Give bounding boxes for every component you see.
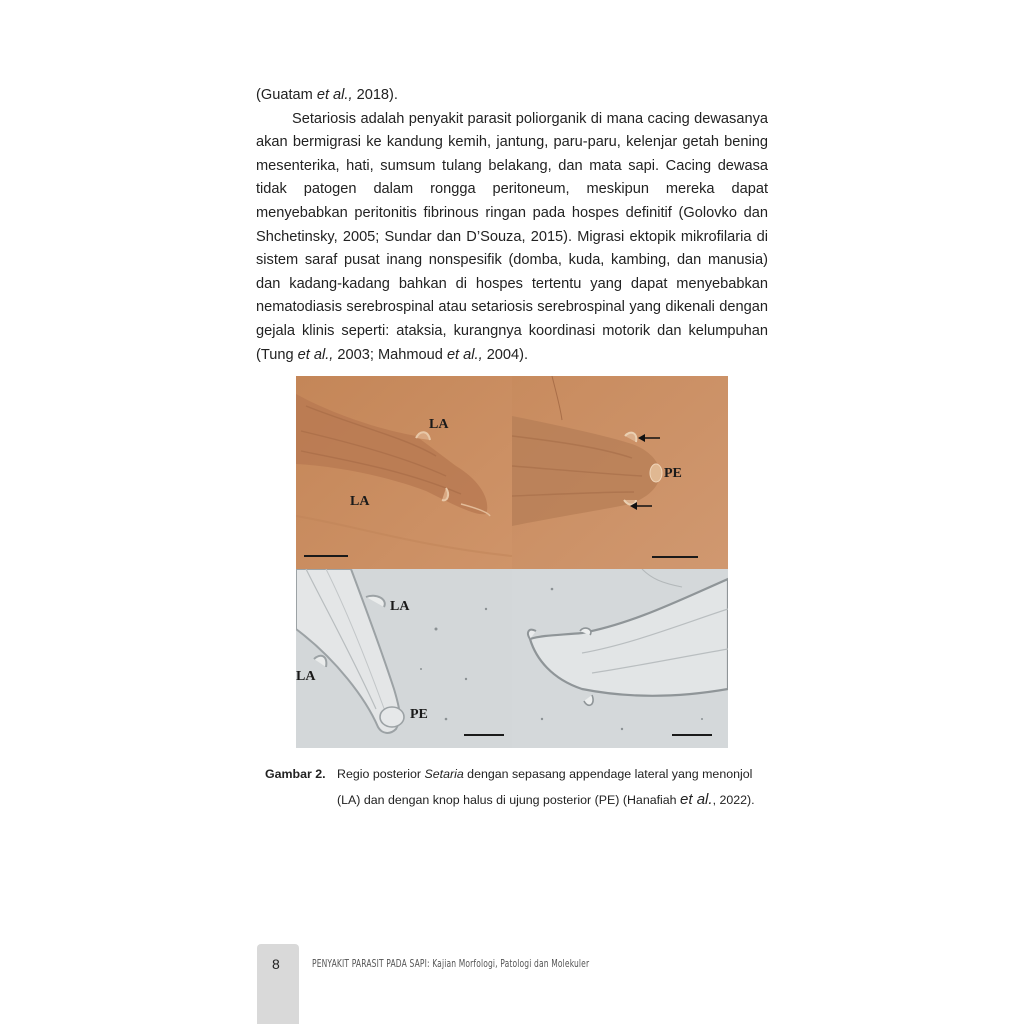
text-italic: et al.,	[297, 346, 334, 363]
scale-bar	[672, 734, 712, 736]
text-run: Setariosis adalah penyakit parasit poliorganik di mana cacing dewasanya akan bermigrasi ke kandung kemih, jantung, paru-paru, kelenjar getah bening mesenterika, hati, sumsum tulang belakang, dan mata sapi. Cacing dewasa tidak patogen dalam rongga peritoneum, meskipun mereka dapat menyebabkan peritonitis fibrinous ringan pada hospes definitif (Golovko dan Shchetinsky, 2005; Sundar dan D’Souza, 2015). Migrasi ektopik mikrofilaria di sistem saraf pusat inang nonspesifik (domba, kuda, kambing, dan manusia) dan kadang-kadang bahkan di hospes tertentu yang dapat menyebabkan nematodiasis serebrospinal atau setariosis serebrospinal yang dikenali dengan gejala klinis seperti: ataksia, kurangnya koordinasi motorik dan kelumpuhan (Tung	[256, 110, 768, 363]
micrograph-panel-bottom-left	[296, 569, 512, 748]
body-text	[256, 84, 768, 367]
label-lateral-appendage: LA	[429, 417, 449, 432]
label-lateral-appendage: LA	[296, 669, 316, 684]
caption-title	[265, 762, 326, 787]
caption-title-suffix: .	[322, 767, 326, 781]
text-run: 2003; Mahmoud	[333, 346, 447, 363]
figure-micrographs	[296, 376, 728, 748]
label-lateral-appendage: LA	[350, 494, 370, 509]
text-run: , 2022).	[712, 793, 755, 807]
text-run: dengan sepasang appendage lateral yang menonjol (LA) dan dengan knop halus di ujung posterior (PE) (Hanafiah	[337, 767, 753, 807]
micrograph-image	[512, 569, 728, 748]
text-italic: et al.	[680, 791, 713, 808]
micrograph-image	[296, 376, 512, 569]
text-italic: et al.,	[446, 346, 483, 363]
micrograph-image	[296, 569, 512, 748]
text-run: (Guatam	[256, 87, 317, 103]
micrograph-panel-top-left	[296, 376, 512, 569]
scale-bar	[652, 556, 698, 558]
label-posterior-end: PE	[410, 707, 428, 722]
running-head-subtitle: Kajian Morfologi, Patologi dan Molekuler	[429, 958, 590, 970]
text-run: 2004).	[482, 346, 529, 363]
page-number: 8	[272, 956, 280, 972]
micrograph-panel-bottom-right	[512, 569, 728, 748]
label-lateral-appendage: LA	[390, 599, 410, 614]
text-italic: et al.,	[316, 87, 353, 103]
running-head	[312, 958, 589, 970]
scale-bar	[304, 555, 348, 557]
caption-title-text: Gambar 2	[265, 767, 323, 781]
paragraph-citation	[256, 84, 768, 108]
micrograph-panel-top-right	[512, 376, 728, 569]
text-run: 2018).	[352, 87, 398, 103]
text-run: Regio posterior	[337, 767, 425, 781]
caption-text	[337, 762, 777, 813]
text-italic: Setaria	[424, 767, 464, 781]
scale-bar	[464, 734, 504, 736]
micrograph-image	[512, 376, 728, 569]
running-head-title: PENYAKIT PARASIT PADA SAPI:	[312, 958, 430, 970]
label-posterior-end: PE	[664, 466, 682, 481]
paragraph-setariosis	[256, 108, 768, 368]
